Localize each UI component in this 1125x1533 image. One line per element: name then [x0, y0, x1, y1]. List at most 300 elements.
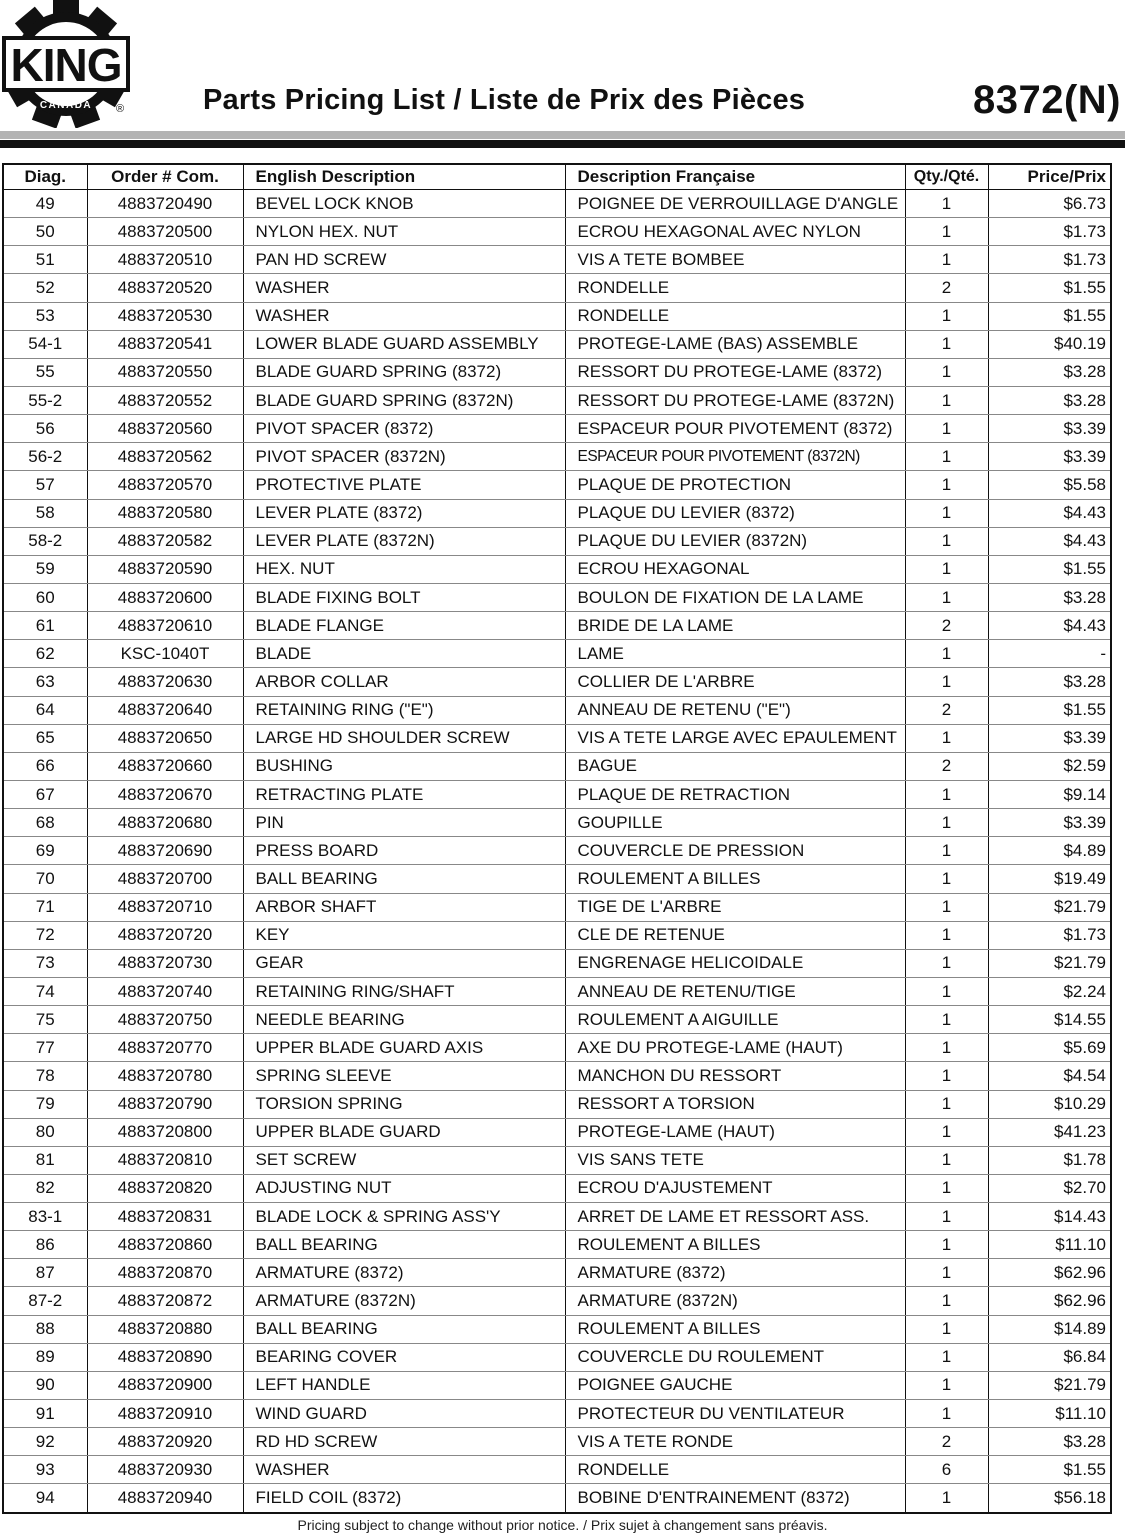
column-header-quantity: Qty./Qté.	[905, 164, 988, 190]
price-cell: $4.43	[988, 527, 1111, 555]
english-description-cell: RETAINING RING ("E")	[243, 696, 565, 724]
french-description-cell: CLE DE RETENUE	[565, 921, 905, 949]
diag-cell: 56-2	[3, 443, 87, 471]
english-description-cell: ARMATURE (8372)	[243, 1259, 565, 1287]
diag-cell: 57	[3, 471, 87, 499]
quantity-cell: 1	[905, 499, 988, 527]
english-description-cell: PROTECTIVE PLATE	[243, 471, 565, 499]
english-description-cell: SET SCREW	[243, 1146, 565, 1174]
table-row	[3, 921, 1111, 949]
order-number-cell: 4883720640	[87, 696, 243, 724]
price-cell: $3.28	[988, 386, 1111, 414]
french-description-cell: RONDELLE	[565, 302, 905, 330]
quantity-cell: 1	[905, 1484, 988, 1513]
french-description-cell: ROULEMENT A AIGUILLE	[565, 1006, 905, 1034]
diag-cell: 83-1	[3, 1203, 87, 1231]
price-cell: $2.70	[988, 1174, 1111, 1202]
english-description-cell: LEVER PLATE (8372)	[243, 499, 565, 527]
quantity-cell: 1	[905, 302, 988, 330]
parts-table-body	[3, 190, 1111, 1513]
table-row	[3, 1484, 1111, 1513]
english-description-cell: SPRING SLEEVE	[243, 1062, 565, 1090]
price-cell: $1.55	[988, 696, 1111, 724]
quantity-cell: 1	[905, 1400, 988, 1428]
french-description-cell: COUVERCLE DE PRESSION	[565, 837, 905, 865]
price-cell: $4.43	[988, 499, 1111, 527]
price-cell: $3.39	[988, 809, 1111, 837]
french-description-cell: ANNEAU DE RETENU/TIGE	[565, 977, 905, 1005]
table-row	[3, 1371, 1111, 1399]
quantity-cell: 1	[905, 1090, 988, 1118]
french-description-cell: ESPACEUR POUR PIVOTEMENT (8372N)	[565, 443, 905, 471]
price-cell: $14.89	[988, 1315, 1111, 1343]
table-row	[3, 696, 1111, 724]
french-description-cell: PLAQUE DE RETRACTION	[565, 780, 905, 808]
order-number-cell: 4883720890	[87, 1343, 243, 1371]
french-description-cell: BAGUE	[565, 752, 905, 780]
quantity-cell: 1	[905, 583, 988, 611]
english-description-cell: RD HD SCREW	[243, 1428, 565, 1456]
english-description-cell: PIVOT SPACER (8372N)	[243, 443, 565, 471]
price-cell: $6.84	[988, 1343, 1111, 1371]
order-number-cell: 4883720860	[87, 1231, 243, 1259]
french-description-cell: PLAQUE DU LEVIER (8372)	[565, 499, 905, 527]
price-cell: $3.28	[988, 358, 1111, 386]
order-number-cell: 4883720810	[87, 1146, 243, 1174]
table-row	[3, 1118, 1111, 1146]
table-row	[3, 386, 1111, 414]
diag-cell: 89	[3, 1343, 87, 1371]
price-cell: $1.55	[988, 302, 1111, 330]
order-number-cell: 4883720730	[87, 949, 243, 977]
diag-cell: 73	[3, 949, 87, 977]
english-description-cell: BLADE LOCK & SPRING ASS'Y	[243, 1203, 565, 1231]
price-cell: $4.43	[988, 612, 1111, 640]
quantity-cell: 1	[905, 724, 988, 752]
price-cell: $4.54	[988, 1062, 1111, 1090]
table-row	[3, 893, 1111, 921]
table-row	[3, 443, 1111, 471]
header-rule-gray	[0, 131, 1125, 139]
english-description-cell: BLADE FIXING BOLT	[243, 583, 565, 611]
diag-cell: 51	[3, 246, 87, 274]
table-row	[3, 1203, 1111, 1231]
quantity-cell: 2	[905, 1428, 988, 1456]
order-number-cell: 4883720660	[87, 752, 243, 780]
order-number-cell: 4883720720	[87, 921, 243, 949]
table-row	[3, 1062, 1111, 1090]
table-row	[3, 499, 1111, 527]
english-description-cell: LEFT HANDLE	[243, 1371, 565, 1399]
english-description-cell: WIND GUARD	[243, 1400, 565, 1428]
quantity-cell: 2	[905, 612, 988, 640]
diag-cell: 88	[3, 1315, 87, 1343]
logo-brand-text: KING	[10, 39, 122, 91]
english-description-cell: TORSION SPRING	[243, 1090, 565, 1118]
order-number-cell: 4883720740	[87, 977, 243, 1005]
order-number-cell: 4883720900	[87, 1371, 243, 1399]
logo-registered-mark: ®	[115, 103, 125, 115]
french-description-cell: PLAQUE DU LEVIER (8372N)	[565, 527, 905, 555]
price-cell: $3.28	[988, 668, 1111, 696]
quantity-cell: 1	[905, 1203, 988, 1231]
order-number-cell: 4883720580	[87, 499, 243, 527]
table-row	[3, 612, 1111, 640]
order-number-cell: 4883720940	[87, 1484, 243, 1513]
price-cell: $2.24	[988, 977, 1111, 1005]
order-number-cell: 4883720790	[87, 1090, 243, 1118]
price-cell: -	[988, 640, 1111, 668]
french-description-cell: POIGNEE GAUCHE	[565, 1371, 905, 1399]
order-number-cell: 4883720630	[87, 668, 243, 696]
price-cell: $14.43	[988, 1203, 1111, 1231]
diag-cell: 55	[3, 358, 87, 386]
table-row	[3, 1034, 1111, 1062]
english-description-cell: BEVEL LOCK KNOB	[243, 190, 565, 218]
column-header-french-description: Description Française	[565, 164, 905, 190]
french-description-cell: RONDELLE	[565, 1456, 905, 1484]
english-description-cell: RETRACTING PLATE	[243, 780, 565, 808]
table-row	[3, 330, 1111, 358]
order-number-cell: 4883720510	[87, 246, 243, 274]
english-description-cell: BLADE GUARD SPRING (8372N)	[243, 386, 565, 414]
diag-cell: 87	[3, 1259, 87, 1287]
diag-cell: 78	[3, 1062, 87, 1090]
quantity-cell: 1	[905, 527, 988, 555]
price-cell: $1.73	[988, 246, 1111, 274]
table-row	[3, 865, 1111, 893]
diag-cell: 93	[3, 1456, 87, 1484]
diag-cell: 62	[3, 640, 87, 668]
diag-cell: 65	[3, 724, 87, 752]
french-description-cell: COLLIER DE L'ARBRE	[565, 668, 905, 696]
quantity-cell: 1	[905, 1034, 988, 1062]
table-row	[3, 1259, 1111, 1287]
diag-cell: 66	[3, 752, 87, 780]
order-number-cell: 4883720552	[87, 386, 243, 414]
english-description-cell: LARGE HD SHOULDER SCREW	[243, 724, 565, 752]
order-number-cell: 4883720831	[87, 1203, 243, 1231]
price-cell: $2.59	[988, 752, 1111, 780]
price-cell: $4.89	[988, 837, 1111, 865]
french-description-cell: MANCHON DU RESSORT	[565, 1062, 905, 1090]
french-description-cell: PROTEGE-LAME (BAS) ASSEMBLE	[565, 330, 905, 358]
table-row	[3, 1287, 1111, 1315]
french-description-cell: ROULEMENT A BILLES	[565, 1315, 905, 1343]
table-row	[3, 977, 1111, 1005]
diag-cell: 71	[3, 893, 87, 921]
french-description-cell: RONDELLE	[565, 274, 905, 302]
price-cell: $9.14	[988, 780, 1111, 808]
french-description-cell: GOUPILLE	[565, 809, 905, 837]
french-description-cell: ARMATURE (8372)	[565, 1259, 905, 1287]
diag-cell: 80	[3, 1118, 87, 1146]
order-number-cell: 4883720541	[87, 330, 243, 358]
page-title: Parts Pricing List / Liste de Prix des Pièces	[203, 84, 806, 116]
diag-cell: 52	[3, 274, 87, 302]
quantity-cell: 1	[905, 1174, 988, 1202]
order-number-cell: 4883720880	[87, 1315, 243, 1343]
quantity-cell: 1	[905, 837, 988, 865]
french-description-cell: ECROU HEXAGONAL	[565, 555, 905, 583]
english-description-cell: FIELD COIL (8372)	[243, 1484, 565, 1513]
diag-cell: 90	[3, 1371, 87, 1399]
order-number-cell: 4883720872	[87, 1287, 243, 1315]
table-row	[3, 527, 1111, 555]
order-number-cell: 4883720680	[87, 809, 243, 837]
diag-cell: 92	[3, 1428, 87, 1456]
price-cell: $56.18	[988, 1484, 1111, 1513]
english-description-cell: RETAINING RING/SHAFT	[243, 977, 565, 1005]
diag-cell: 79	[3, 1090, 87, 1118]
column-header-order-number: Order # Com.	[87, 164, 243, 190]
diag-cell: 94	[3, 1484, 87, 1513]
quantity-cell: 1	[905, 415, 988, 443]
order-number-cell: 4883720490	[87, 190, 243, 218]
quantity-cell: 1	[905, 190, 988, 218]
quantity-cell: 1	[905, 1146, 988, 1174]
table-row	[3, 218, 1111, 246]
price-cell: $1.73	[988, 921, 1111, 949]
table-row	[3, 837, 1111, 865]
quantity-cell: 1	[905, 471, 988, 499]
order-number-cell: 4883720710	[87, 893, 243, 921]
diag-cell: 61	[3, 612, 87, 640]
diag-cell: 49	[3, 190, 87, 218]
french-description-cell: LAME	[565, 640, 905, 668]
english-description-cell: WASHER	[243, 302, 565, 330]
column-header-diag: Diag.	[3, 164, 87, 190]
diag-cell: 86	[3, 1231, 87, 1259]
quantity-cell: 1	[905, 1006, 988, 1034]
quantity-cell: 1	[905, 780, 988, 808]
table-row	[3, 1428, 1111, 1456]
french-description-cell: ANNEAU DE RETENU ("E")	[565, 696, 905, 724]
king-canada-logo	[2, 0, 130, 128]
quantity-cell: 1	[905, 865, 988, 893]
order-number-cell: 4883720820	[87, 1174, 243, 1202]
order-number-cell: 4883720582	[87, 527, 243, 555]
french-description-cell: ROULEMENT A BILLES	[565, 865, 905, 893]
price-cell: $62.96	[988, 1259, 1111, 1287]
price-cell: $40.19	[988, 330, 1111, 358]
order-number-cell: 4883720800	[87, 1118, 243, 1146]
parts-pricing-table	[2, 163, 1112, 1514]
table-row	[3, 190, 1111, 218]
diag-cell: 50	[3, 218, 87, 246]
diag-cell: 75	[3, 1006, 87, 1034]
english-description-cell: UPPER BLADE GUARD	[243, 1118, 565, 1146]
english-description-cell: BLADE FLANGE	[243, 612, 565, 640]
english-description-cell: HEX. NUT	[243, 555, 565, 583]
english-description-cell: GEAR	[243, 949, 565, 977]
diag-cell: 72	[3, 921, 87, 949]
english-description-cell: BEARING COVER	[243, 1343, 565, 1371]
order-number-cell: KSC-1040T	[87, 640, 243, 668]
diag-cell: 91	[3, 1400, 87, 1428]
english-description-cell: PIN	[243, 809, 565, 837]
price-cell: $5.58	[988, 471, 1111, 499]
quantity-cell: 1	[905, 330, 988, 358]
table-row	[3, 1006, 1111, 1034]
quantity-cell: 1	[905, 358, 988, 386]
price-cell: $1.55	[988, 1456, 1111, 1484]
french-description-cell: ESPACEUR POUR PIVOTEMENT (8372)	[565, 415, 905, 443]
price-cell: $3.39	[988, 443, 1111, 471]
order-number-cell: 4883720780	[87, 1062, 243, 1090]
price-cell: $5.69	[988, 1034, 1111, 1062]
french-description-cell: BOULON DE FIXATION DE LA LAME	[565, 583, 905, 611]
order-number-cell: 4883720562	[87, 443, 243, 471]
diag-cell: 77	[3, 1034, 87, 1062]
table-row	[3, 1400, 1111, 1428]
french-description-cell: ROULEMENT A BILLES	[565, 1231, 905, 1259]
french-description-cell: PROTECTEUR DU VENTILATEUR	[565, 1400, 905, 1428]
french-description-cell: BRIDE DE LA LAME	[565, 612, 905, 640]
french-description-cell: ENGRENAGE HELICOIDALE	[565, 949, 905, 977]
diag-cell: 60	[3, 583, 87, 611]
order-number-cell: 4883720770	[87, 1034, 243, 1062]
order-number-cell: 4883720500	[87, 218, 243, 246]
table-row	[3, 555, 1111, 583]
price-cell: $1.55	[988, 555, 1111, 583]
table-row	[3, 1315, 1111, 1343]
price-cell: $3.39	[988, 415, 1111, 443]
price-cell: $11.10	[988, 1231, 1111, 1259]
diag-cell: 53	[3, 302, 87, 330]
order-number-cell: 4883720560	[87, 415, 243, 443]
table-row	[3, 1174, 1111, 1202]
table-header-row	[3, 164, 1111, 190]
diag-cell: 58-2	[3, 527, 87, 555]
table-row	[3, 640, 1111, 668]
quantity-cell: 1	[905, 1315, 988, 1343]
english-description-cell: PAN HD SCREW	[243, 246, 565, 274]
diag-cell: 63	[3, 668, 87, 696]
quantity-cell: 1	[905, 1062, 988, 1090]
quantity-cell: 1	[905, 1371, 988, 1399]
table-row	[3, 415, 1111, 443]
french-description-cell: RESSORT A TORSION	[565, 1090, 905, 1118]
english-description-cell: ARMATURE (8372N)	[243, 1287, 565, 1315]
french-description-cell: PLAQUE DE PROTECTION	[565, 471, 905, 499]
french-description-cell: ECROU D'AJUSTEMENT	[565, 1174, 905, 1202]
price-cell: $3.28	[988, 583, 1111, 611]
table-row	[3, 809, 1111, 837]
english-description-cell: NEEDLE BEARING	[243, 1006, 565, 1034]
english-description-cell: BALL BEARING	[243, 1315, 565, 1343]
quantity-cell: 1	[905, 949, 988, 977]
english-description-cell: BUSHING	[243, 752, 565, 780]
order-number-cell: 4883720670	[87, 780, 243, 808]
diag-cell: 68	[3, 809, 87, 837]
diag-cell: 58	[3, 499, 87, 527]
english-description-cell: PIVOT SPACER (8372)	[243, 415, 565, 443]
order-number-cell: 4883720870	[87, 1259, 243, 1287]
header-rule-black	[0, 140, 1125, 148]
order-number-cell: 4883720590	[87, 555, 243, 583]
order-number-cell: 4883720700	[87, 865, 243, 893]
quantity-cell: 2	[905, 696, 988, 724]
price-cell: $14.55	[988, 1006, 1111, 1034]
english-description-cell: PRESS BOARD	[243, 837, 565, 865]
english-description-cell: LEVER PLATE (8372N)	[243, 527, 565, 555]
price-cell: $19.49	[988, 865, 1111, 893]
french-description-cell: VIS A TETE LARGE AVEC EPAULEMENT	[565, 724, 905, 752]
table-row	[3, 949, 1111, 977]
table-row	[3, 302, 1111, 330]
table-row	[3, 358, 1111, 386]
diag-cell: 54-1	[3, 330, 87, 358]
french-description-cell: ARRET DE LAME ET RESSORT ASS.	[565, 1203, 905, 1231]
quantity-cell: 1	[905, 218, 988, 246]
quantity-cell: 1	[905, 246, 988, 274]
english-description-cell: ARBOR COLLAR	[243, 668, 565, 696]
price-cell: $11.10	[988, 1400, 1111, 1428]
order-number-cell: 4883720610	[87, 612, 243, 640]
table-row	[3, 1456, 1111, 1484]
english-description-cell: WASHER	[243, 1456, 565, 1484]
quantity-cell: 1	[905, 1287, 988, 1315]
table-row	[3, 1090, 1111, 1118]
diag-cell: 70	[3, 865, 87, 893]
french-description-cell: BOBINE D'ENTRAINEMENT (8372)	[565, 1484, 905, 1513]
diag-cell: 55-2	[3, 386, 87, 414]
price-cell: $41.23	[988, 1118, 1111, 1146]
table-row	[3, 246, 1111, 274]
model-number: 8372(N)	[972, 78, 1121, 122]
price-cell: $1.55	[988, 274, 1111, 302]
diag-cell: 82	[3, 1174, 87, 1202]
quantity-cell: 1	[905, 386, 988, 414]
price-cell: $21.79	[988, 893, 1111, 921]
price-cell: $1.73	[988, 218, 1111, 246]
english-description-cell: BLADE	[243, 640, 565, 668]
order-number-cell: 4883720650	[87, 724, 243, 752]
quantity-cell: 2	[905, 274, 988, 302]
french-description-cell: VIS A TETE BOMBEE	[565, 246, 905, 274]
english-description-cell: NYLON HEX. NUT	[243, 218, 565, 246]
diag-cell: 64	[3, 696, 87, 724]
table-row	[3, 583, 1111, 611]
column-header-english-description: English Description	[243, 164, 565, 190]
table-row	[3, 1146, 1111, 1174]
order-number-cell: 4883720750	[87, 1006, 243, 1034]
quantity-cell: 1	[905, 1343, 988, 1371]
french-description-cell: TIGE DE L'ARBRE	[565, 893, 905, 921]
french-description-cell: AXE DU PROTEGE-LAME (HAUT)	[565, 1034, 905, 1062]
order-number-cell: 4883720600	[87, 583, 243, 611]
order-number-cell: 4883720550	[87, 358, 243, 386]
diag-cell: 69	[3, 837, 87, 865]
diag-cell: 67	[3, 780, 87, 808]
price-cell: $1.78	[988, 1146, 1111, 1174]
quantity-cell: 1	[905, 1259, 988, 1287]
quantity-cell: 1	[905, 1118, 988, 1146]
french-description-cell: PROTEGE-LAME (HAUT)	[565, 1118, 905, 1146]
logo-sub-text: CANADA	[39, 100, 93, 111]
english-description-cell: KEY	[243, 921, 565, 949]
english-description-cell: WASHER	[243, 274, 565, 302]
french-description-cell: ECROU HEXAGONAL AVEC NYLON	[565, 218, 905, 246]
order-number-cell: 4883720930	[87, 1456, 243, 1484]
price-cell: $10.29	[988, 1090, 1111, 1118]
quantity-cell: 1	[905, 668, 988, 696]
order-number-cell: 4883720520	[87, 274, 243, 302]
english-description-cell: BALL BEARING	[243, 865, 565, 893]
diag-cell: 59	[3, 555, 87, 583]
diag-cell: 56	[3, 415, 87, 443]
